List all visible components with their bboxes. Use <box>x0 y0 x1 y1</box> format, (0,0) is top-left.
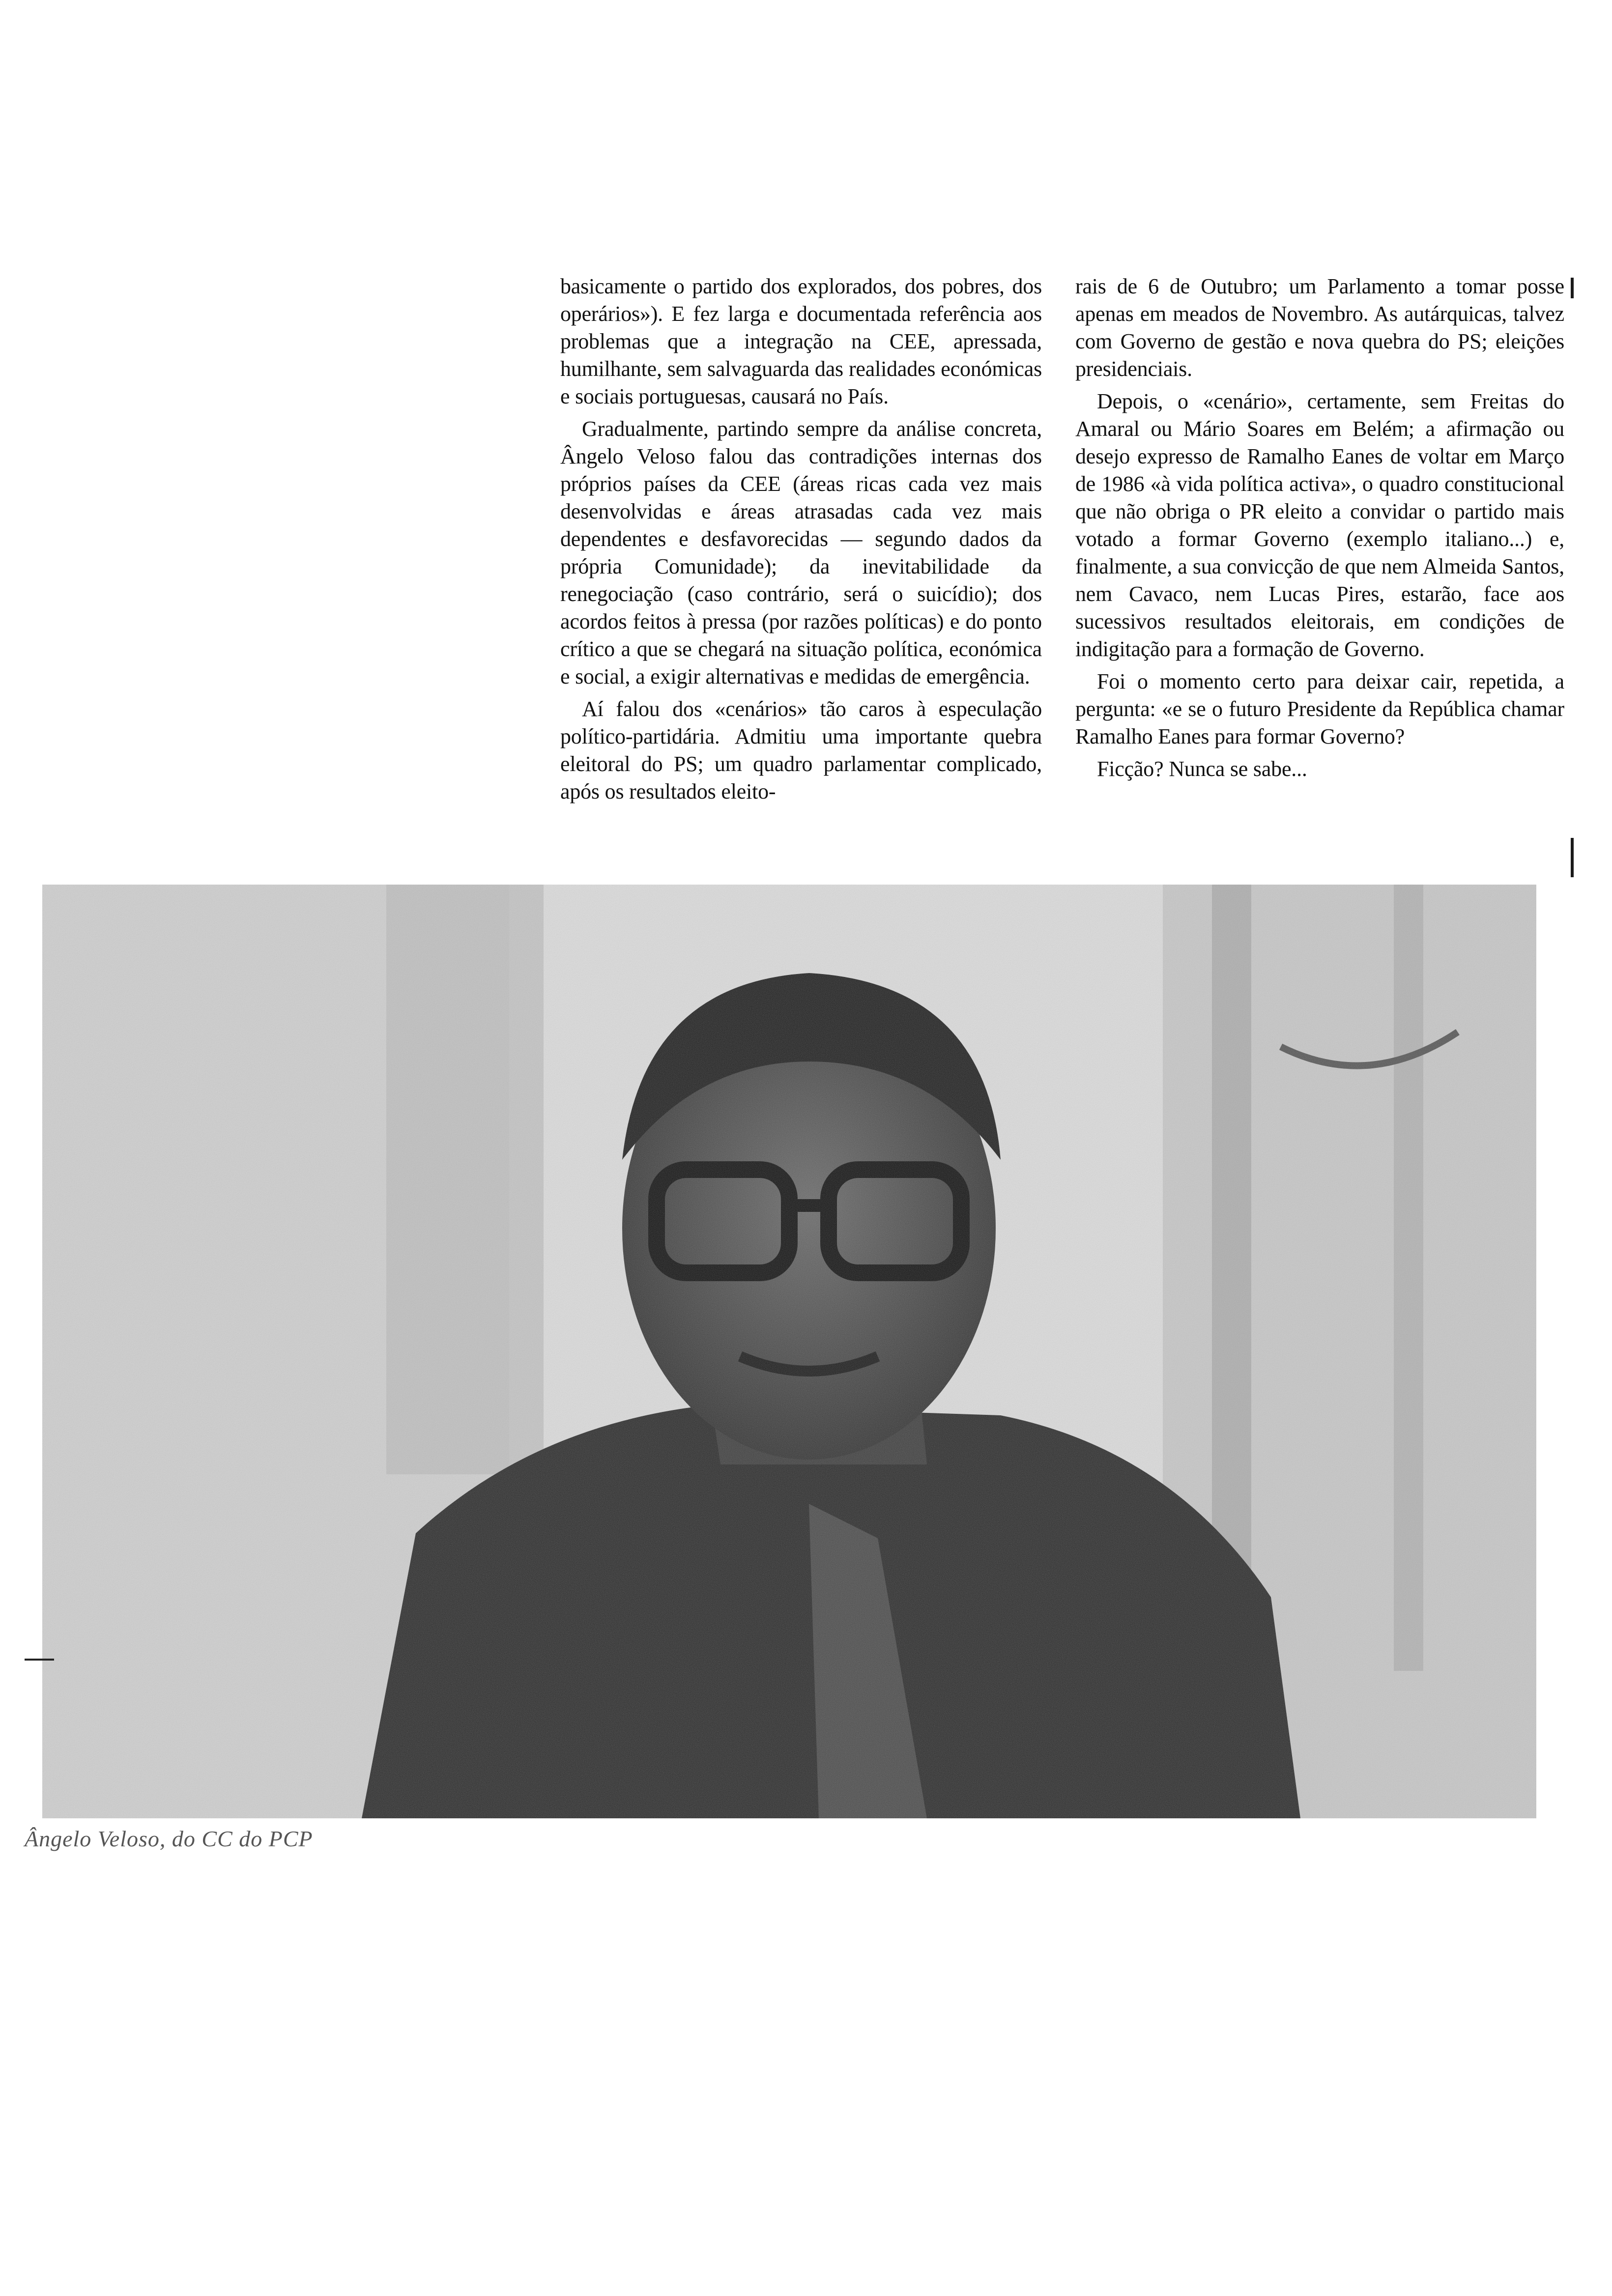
column-rule <box>1571 278 1574 298</box>
paragraph: Aí falou dos «cenários» tão caros à especulação político-partidária. Admitiu uma importante quebra eleitoral do PS; um quadro parlamentar complicado, após os resultados eleito- <box>560 697 1042 804</box>
margin-mark <box>25 1659 54 1661</box>
paragraph: Depois, o «cenário», certamente, sem Freitas do Amaral ou Mário Soares em Belém; a afirmação ou desejo expresso de Ramalho Eanes de voltar em Março de 1986 «à vida política activa», o quadro constitucional que não obriga o PR eleito a convidar o partido mais votado a formar Governo (exemplo italiano...) e, finalmente, a sua convicção de que nem Almeida Santos, nem Cavaco, nem Lucas Pires, estarão, face aos sucessivos resultados eleitorais, em condições de indigitação para a formação de Governo. <box>1075 389 1564 661</box>
portrait-photo <box>42 885 1536 1818</box>
paragraph: basicamente o partido dos explorados, dos pobres, dos operários»). E fez larga e documentada referência aos problemas que a integração na CEE, apressada, humilhante, sem salvaguarda das realidades económicas e sociais portuguesas, causará no País. <box>560 274 1042 408</box>
paragraph: Foi o momento certo para deixar cair, repetida, a pergunta: «e se o futuro Presidente da República chamar Ramalho Eanes para formar Governo? <box>1075 669 1564 748</box>
paragraph: rais de 6 de Outubro; um Parlamento a tomar posse apenas em meados de Novembro. As autárquicas, talvez com Governo de gestão e nova quebra do PS; eleições presidenciais. <box>1075 274 1564 381</box>
paragraph: Gradualmente, partindo sempre da análise concreta, Ângelo Veloso falou das contradições internas dos próprios países da CEE (áreas ricas cada vez mais desenvolvidas e áreas atrasadas cada vez mais dependentes e desfavorecidas — segundo dados da própria Comunidade); da inevitabilidade da renegociação (caso contrário, será o suicídio); dos acordos feitos à pressa (por razões políticas) e do ponto crítico a que se chegará na situação política, económica e social, a exigir alternativas e medidas de emergência. <box>560 417 1042 689</box>
photo-caption: Ângelo Veloso, do CC do PCP <box>25 1826 313 1851</box>
article-column-right <box>1075 273 1564 783</box>
portrait-photo-graphic <box>42 885 1536 1818</box>
article-column-left <box>560 273 1042 805</box>
column-rule <box>1571 838 1574 877</box>
paragraph: Ficção? Nunca se sabe... <box>1097 757 1307 781</box>
